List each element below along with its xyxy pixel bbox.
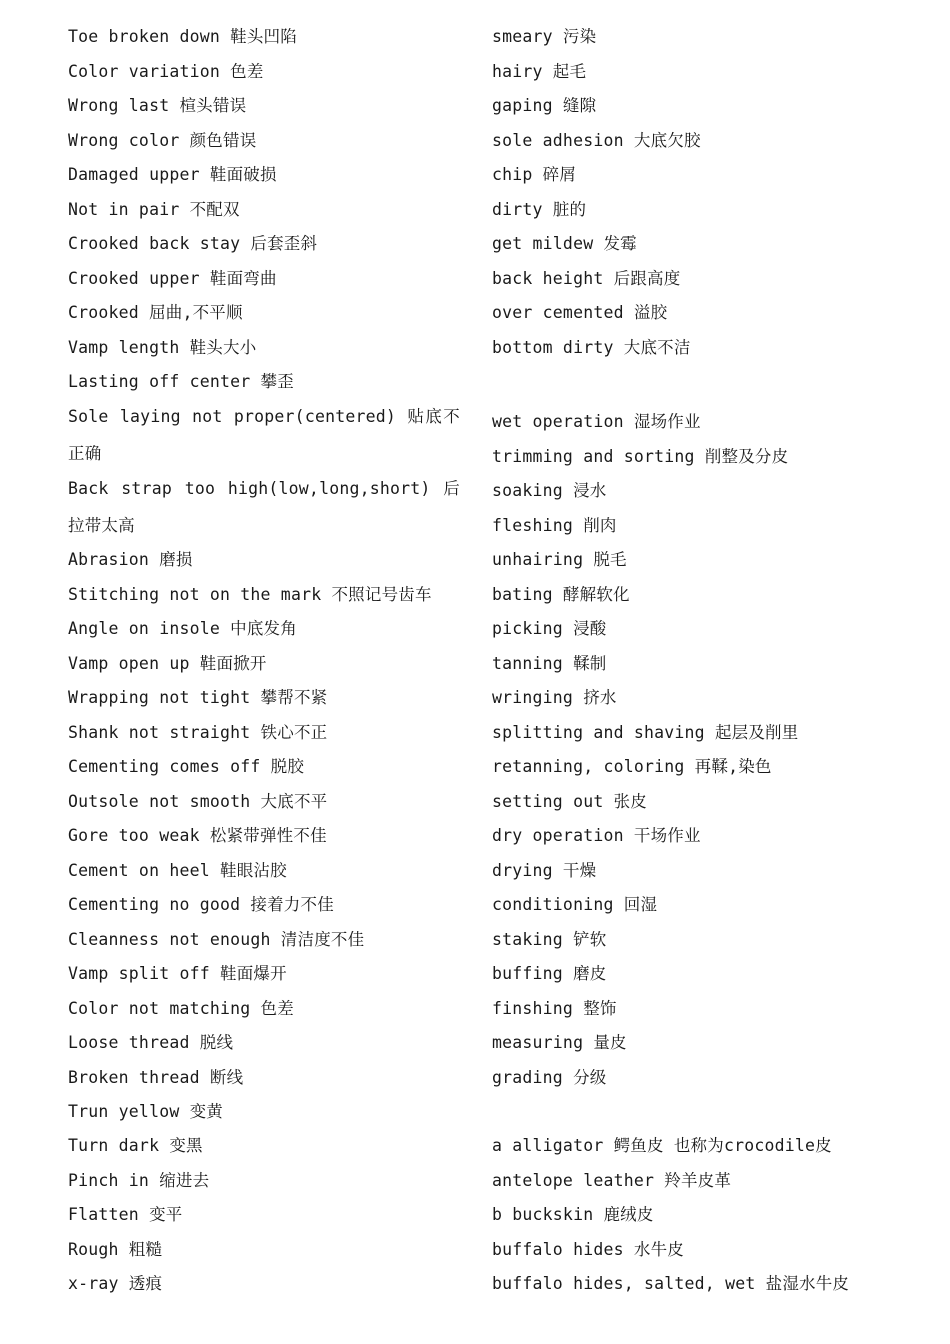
list-item: Not in pair 不配双 [68,200,240,219]
list-item: Vamp split off 鞋面爆开 [68,964,287,983]
list-item: trimming and sorting 削整及分皮 [492,447,789,466]
list-item: Crooked upper 鞋面弯曲 [68,269,277,288]
list-item: Cementing comes off 脱胶 [68,757,305,776]
list-item: Cementing no good 接着力不佳 [68,895,334,914]
list-item: Pinch in 缩进去 [68,1171,210,1190]
list-item: Crooked 屈曲,不平顺 [68,303,243,322]
list-item: soaking 浸水 [492,481,607,500]
list-item: a alligator 鳄鱼皮 也称为crocodile皮 [492,1136,832,1155]
list-item: back height 后跟高度 [492,269,681,288]
list-item: staking 铲软 [492,930,607,949]
list-item: bottom dirty 大底不洁 [492,338,691,357]
list-item: chip 碎屑 [492,165,577,184]
list-item: Trun yellow 变黄 [68,1102,224,1121]
list-item: Vamp open up 鞋面掀开 [68,654,267,673]
list-item: smeary 污染 [492,27,597,46]
list-item: Outsole not smooth 大底不平 [68,792,328,811]
list-item: Shank not straight 铁心不正 [68,723,328,742]
list-item: unhairing 脱毛 [492,550,627,569]
list-item: sole adhesion 大底欠胶 [492,131,701,150]
list-item: Sole laying not proper(centered) 贴底不正确 [68,407,460,463]
list-item: over cemented 溢胶 [492,303,668,322]
list-item: finshing 整饰 [492,999,617,1018]
list-item: dry operation 干场作业 [492,826,701,845]
list-item: Color variation 色差 [68,62,264,81]
list-item: Cement on heel 鞋眼沾胶 [68,861,287,880]
list-item: splitting and shaving 起层及削里 [492,723,799,742]
list-item: Cleanness not enough 清洁度不佳 [68,930,365,949]
list-item: conditioning 回湿 [492,895,658,914]
list-item: Angle on insole 中底发角 [68,619,297,638]
list-item: picking 浸酸 [492,619,607,638]
list-item: Wrong last 楦头错误 [68,96,247,115]
list-item: drying 干燥 [492,861,597,880]
list-item: wet operation 湿场作业 [492,412,701,431]
list-item: Lasting off center 攀歪 [68,372,294,391]
list-item: Crooked back stay 后套歪斜 [68,234,318,253]
list-item: Abrasion 磨损 [68,550,193,569]
list-item: Vamp length 鞋头大小 [68,338,257,357]
list-item: gaping 缝隙 [492,96,597,115]
list-item: b buckskin 鹿绒皮 [492,1205,654,1224]
list-item: buffing 磨皮 [492,964,607,983]
list-item: Loose thread 脱线 [68,1033,234,1052]
list-item: x-ray 透痕 [68,1274,163,1293]
list-item: buffalo hides, salted, wet 盐湿水牛皮 [492,1274,850,1293]
list-item: Gore too weak 松紧带弹性不佳 [68,826,327,845]
list-item: Rough 粗糙 [68,1240,163,1259]
list-item: tanning 鞣制 [492,654,607,673]
list-item: setting out 张皮 [492,792,648,811]
list-item: fleshing 削肉 [492,516,617,535]
list-item: dirty 脏的 [492,200,587,219]
list-item: get mildew 发霉 [492,234,637,253]
list-item: Color not matching 色差 [68,999,294,1018]
list-item: Flatten 变平 [68,1205,183,1224]
list-item: Turn dark 变黑 [68,1136,203,1155]
list-item: wringing 挤水 [492,688,617,707]
list-item: Back strap too high(low,long,short) 后拉带太高 [68,479,460,535]
list-item: retanning, coloring 再鞣,染色 [492,757,772,776]
list-item: Wrong color 颜色错误 [68,131,257,150]
list-item: Broken thread 断线 [68,1068,244,1087]
list-item: bating 酵解软化 [492,585,630,604]
list-item: Toe broken down 鞋头凹陷 [68,27,297,46]
list-item: grading 分级 [492,1068,607,1087]
list-item: Wrapping not tight 攀帮不紧 [68,688,328,707]
list-item: buffalo hides 水牛皮 [492,1240,684,1259]
list-item: hairy 起毛 [492,62,587,81]
list-item: measuring 量皮 [492,1033,627,1052]
list-item: Stitching not on the mark 不照记号齿车 [68,585,432,604]
list-item: antelope leather 羚羊皮革 [492,1171,732,1190]
list-item: Damaged upper 鞋面破损 [68,165,277,184]
